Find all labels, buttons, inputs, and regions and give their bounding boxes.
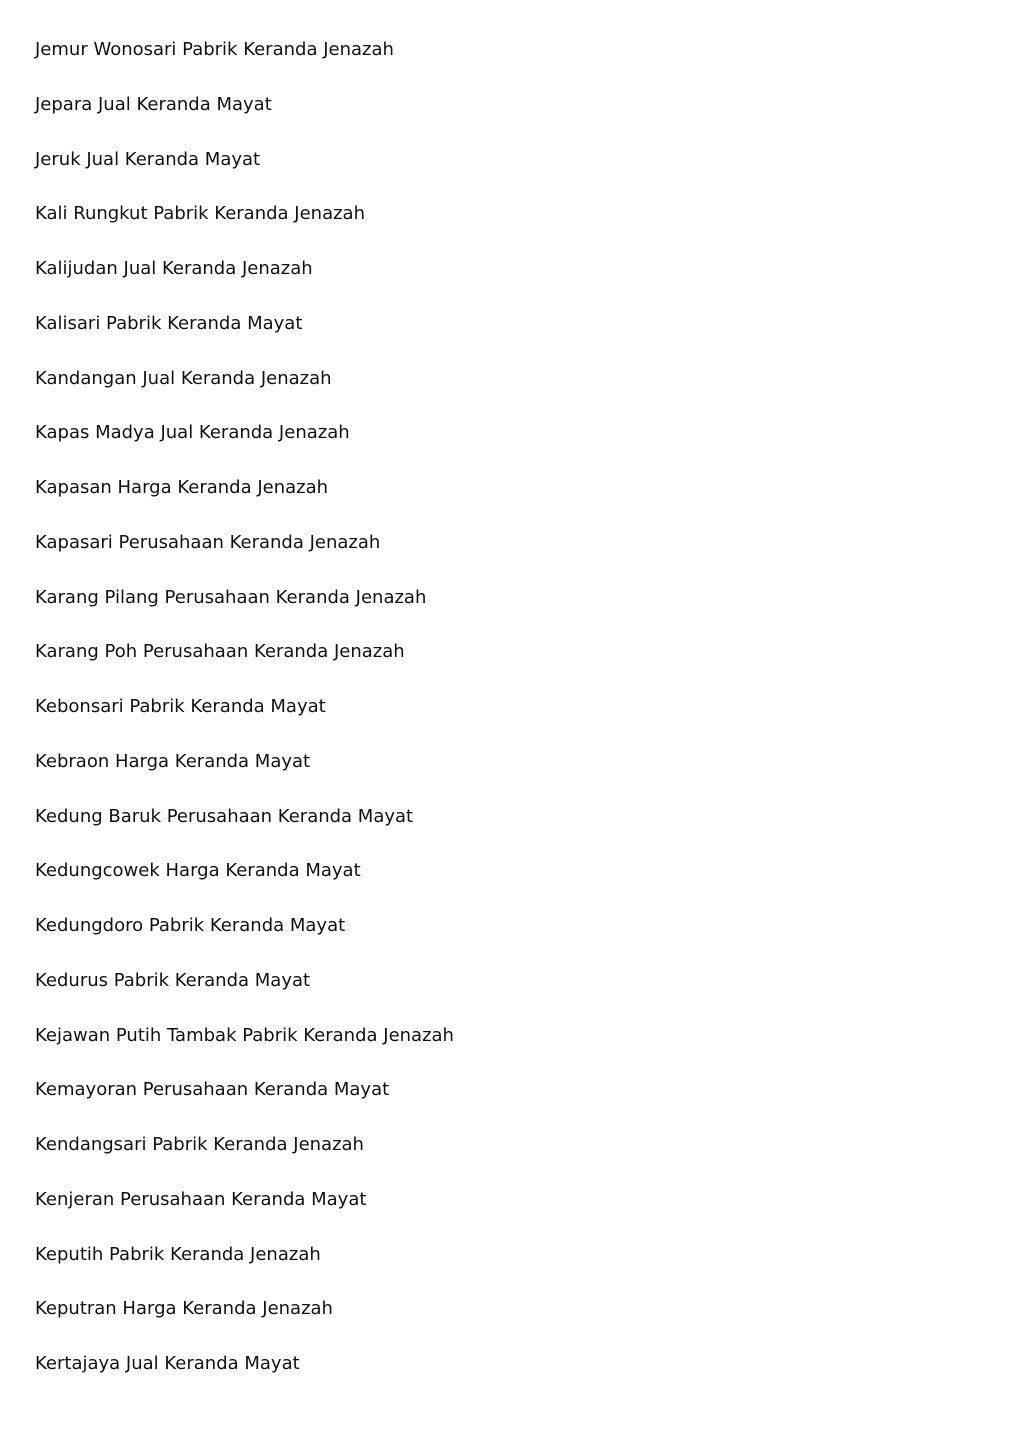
list-item: Kapas Madya Jual Keranda Jenazah [35,422,350,444]
list-item: Kapasan Harga Keranda Jenazah [35,477,329,498]
list-item: Keputran Harga Keranda Jenazah [35,1298,333,1320]
list-item: Kebraon Harga Keranda Mayat [35,750,311,772]
list-item: Kedurus Pabrik Keranda Mayat [35,969,311,991]
list-item: Kedung Baruk Perusahaan Keranda Mayat [35,805,414,827]
location-list [35,36,454,1405]
list-item: Kertajaya Jual Keranda Mayat [35,1353,300,1374]
list-item: Karang Pilang Perusahaan Keranda Jenazah [35,586,427,608]
list-item: Jepara Jual Keranda Mayat [35,93,272,115]
list-item: Karang Poh Perusahaan Keranda Jenazah [35,641,405,663]
list-item: Kendangsari Pabrik Keranda Jenazah [35,1134,364,1155]
list-item: Kali Rungkut Pabrik Keranda Jenazah [35,203,365,225]
list-item: Kapasari Perusahaan Keranda Jenazah [35,531,381,553]
list-item: Jeruk Jual Keranda Mayat [35,148,261,170]
list-item: Kejawan Putih Tambak Pabrik Keranda Jenazah [35,1024,454,1046]
list-item: Kebonsari Pabrik Keranda Mayat [35,696,326,717]
list-item: Kedungdoro Pabrik Keranda Mayat [35,915,346,936]
list-item: Kemayoran Perusahaan Keranda Mayat [35,1079,390,1101]
list-item: Kalisari Pabrik Keranda Mayat [35,312,303,334]
list-item: Jemur Wonosari Pabrik Keranda Jenazah [35,39,394,60]
list-item: Kedungcowek Harga Keranda Mayat [35,860,361,882]
list-item: Keputih Pabrik Keranda Jenazah [35,1243,321,1265]
list-item: Kenjeran Perusahaan Keranda Mayat [35,1188,367,1210]
list-item: Kalijudan Jual Keranda Jenazah [35,258,313,279]
list-item: Kandangan Jual Keranda Jenazah [35,367,332,389]
